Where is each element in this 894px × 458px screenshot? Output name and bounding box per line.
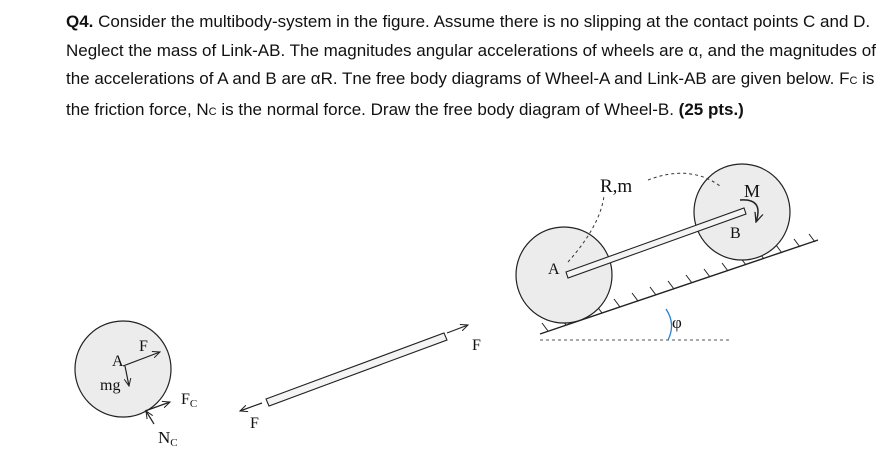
wheel-a <box>516 227 612 323</box>
question-points: (25 pts.) <box>678 99 744 119</box>
fbd-label-f: F <box>139 338 148 355</box>
question-body-start: Consider the multibody-system in the figure. Assume there is no slipping at the contact points C and D. Neglect the mass of Link-AB. The magnitudes angular accelerations of wheels are α, and the magnitudes of the accelerations of A and B are αR. Tne free body diagrams of Wheel-A and Link-AB are given below. F <box>66 12 876 88</box>
question-body-end: is the normal force. Draw the free body diagram of Wheel-B. <box>216 99 679 119</box>
fbd-link-force-top-arrow <box>447 325 468 333</box>
fbd-link-label-f-top: F <box>472 337 481 354</box>
fbd-link-force-bottom-arrow <box>240 403 262 411</box>
label-point-b: B <box>730 225 741 242</box>
question-number: Q4. <box>66 12 94 31</box>
fbd-label-a: A <box>112 353 124 370</box>
question-body-mid: is the friction force, N <box>66 69 875 119</box>
label-angle-phi: φ <box>672 313 682 332</box>
fbd-normal-arrow <box>146 411 154 424</box>
normal-subscript: C <box>208 105 217 118</box>
label-point-a: A <box>548 261 560 278</box>
fbd-label-mg: mg <box>100 377 121 394</box>
angle-arc <box>666 309 672 340</box>
fbd-link-label-f-bottom: F <box>250 415 259 432</box>
fbd-label-nc: NC <box>158 428 178 449</box>
fbd-label-fc: FC <box>181 391 198 410</box>
label-moment: M <box>744 181 761 201</box>
fbd-link-ab <box>266 333 447 406</box>
label-radius-mass: R,m <box>600 176 633 197</box>
friction-subscript: C <box>849 75 858 87</box>
